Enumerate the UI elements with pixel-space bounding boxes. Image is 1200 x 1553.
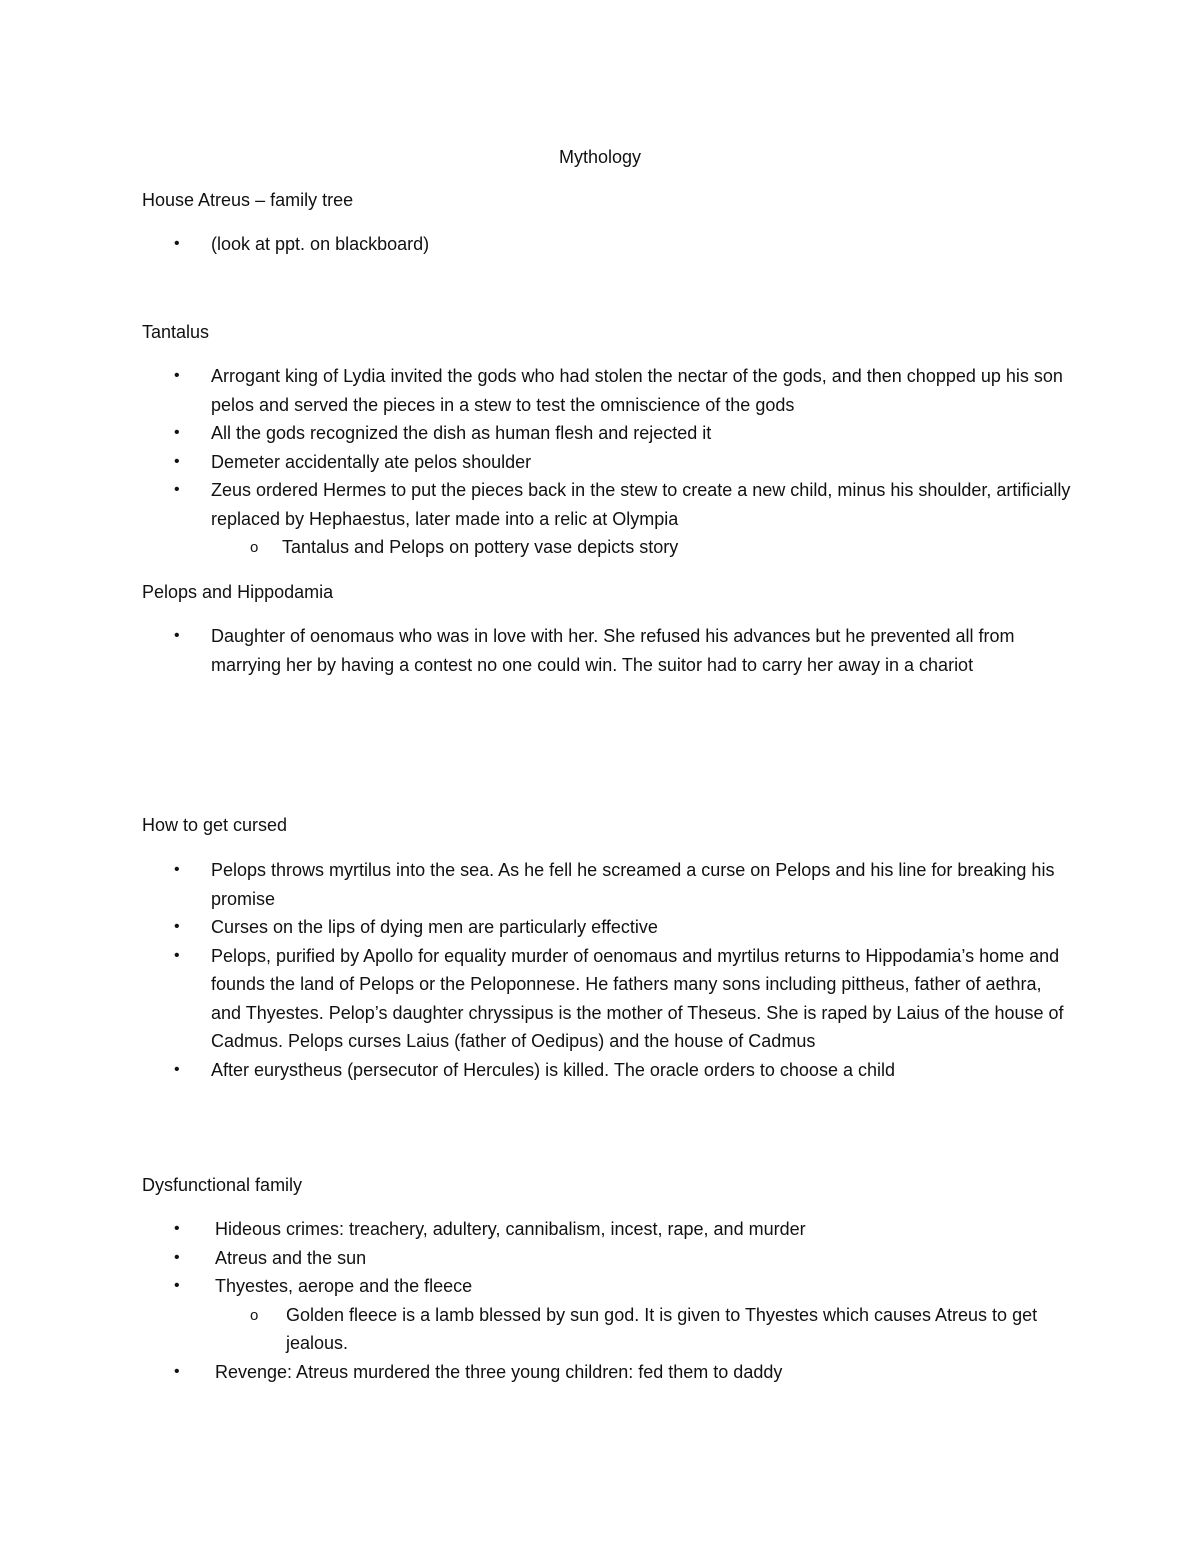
list-item — [0, 942, 1071, 1056]
section-list-pelops-hippodamia — [0, 622, 1071, 679]
list-item — [0, 448, 1071, 477]
list-item-text: After eurystheus (persecutor of Hercules) is killed. The oracle orders to choose a child — [211, 1059, 895, 1080]
bullet-icon: • — [174, 861, 180, 878]
bullet-icon: • — [174, 1362, 180, 1380]
bullet-icon: • — [174, 1248, 180, 1266]
bullet-icon: • — [174, 235, 180, 252]
list-item — [0, 1056, 1071, 1085]
section-list-house-atreus — [0, 230, 1071, 259]
bullet-icon: • — [174, 1060, 180, 1078]
list-item — [0, 419, 1071, 448]
list-item-text: Hideous crimes: treachery, adultery, cannibalism, incest, rape, and murder — [215, 1219, 806, 1239]
section-heading-tantalus: Tantalus — [142, 322, 210, 342]
list-item-text: Zeus ordered Hermes to put the pieces back in the stew to create a new child, minus his shoulder, artificially replaced by Hephaestus, later made into a relic at Olympia — [211, 480, 1071, 529]
bullet-icon: • — [174, 1277, 180, 1294]
sub-list-item-text: Tantalus and Pelops on pottery vase depicts story — [282, 537, 679, 557]
list-item-text: All the gods recognized the dish as human flesh and rejected it — [211, 423, 712, 443]
list-item — [0, 1358, 1075, 1387]
list-item — [0, 1272, 1075, 1301]
sub-list-item — [0, 1301, 1056, 1358]
bullet-icon: • — [174, 481, 180, 498]
list-item-text: Demeter accidentally ate pelos shoulder — [211, 451, 532, 472]
bullet-icon: • — [174, 946, 180, 964]
list-item-text: Pelops, purified by Apollo for equality murder of oenomaus and myrtilus returns to Hippodamia’s home and founds the land of Pelops or the Peloponnese. He fathers many sons including pittheus, father of aethra, and Thyestes. Pelop’s daughter chryssipus is the mother of Theseus. She is raped by Laius of the house of Cadmus. Pelops curses Laius (father of Oedipus) and the house of Cadmus — [211, 945, 1064, 1051]
list-item-text: Atreus and the sun — [215, 1247, 367, 1268]
list-item — [0, 856, 1071, 913]
section-list-dysfunctional-family — [0, 1215, 1075, 1386]
page-title: Mythology — [558, 147, 642, 167]
bullet-icon: • — [174, 367, 180, 384]
bullet-icon: • — [174, 918, 180, 935]
bullet-icon: • — [174, 452, 180, 470]
list-item-text: (look at ppt. on blackboard) — [211, 234, 430, 254]
list-item-text: Daughter of oenomaus who was in love with her. She refused his advances but he prevented all from marrying her by having a contest no one could win. The suitor had to carry her away in a chariot — [211, 626, 1015, 675]
list-item-text: Revenge: Atreus murdered the three young children: fed them to daddy — [215, 1361, 783, 1382]
sub-bullet-icon: o — [250, 539, 259, 556]
list-item — [0, 476, 1071, 533]
section-heading-pelops-hippodamia: Pelops and Hippodamia — [142, 582, 334, 602]
list-item — [0, 230, 1071, 259]
list-item — [0, 913, 1071, 942]
list-item — [0, 362, 1071, 419]
section-heading-how-to-get-cursed: How to get cursed — [142, 815, 288, 835]
bullet-icon: • — [174, 1220, 180, 1237]
list-item-text: Pelops throws myrtilus into the sea. As he fell he screamed a curse on Pelops and his line for breaking his promise — [211, 860, 1055, 909]
list-item — [0, 1244, 1075, 1273]
bullet-icon: • — [174, 627, 180, 644]
section-heading-house-atreus: House Atreus – family tree — [142, 190, 354, 210]
section-list-how-to-get-cursed — [0, 856, 1071, 1084]
section-list-tantalus — [0, 362, 1071, 562]
list-item — [0, 1215, 1075, 1244]
sub-list-item-text: Golden fleece is a lamb blessed by sun god. It is given to Thyestes which causes Atreus to get jealous. — [286, 1304, 1038, 1353]
sub-list-item — [0, 533, 1052, 562]
list-item-text: Thyestes, aerope and the fleece — [215, 1276, 473, 1296]
list-item-text: Arrogant king of Lydia invited the gods who had stolen the nectar of the gods, and then chopped up his son pelos and served the pieces in a stew to test the omniscience of the gods — [211, 366, 1063, 415]
section-heading-dysfunctional-family: Dysfunctional family — [142, 1175, 303, 1195]
list-item-text: Curses on the lips of dying men are particularly effective — [211, 917, 658, 937]
list-item — [0, 622, 1071, 679]
sub-bullet-icon: o — [250, 1306, 259, 1324]
bullet-icon: • — [174, 424, 180, 441]
